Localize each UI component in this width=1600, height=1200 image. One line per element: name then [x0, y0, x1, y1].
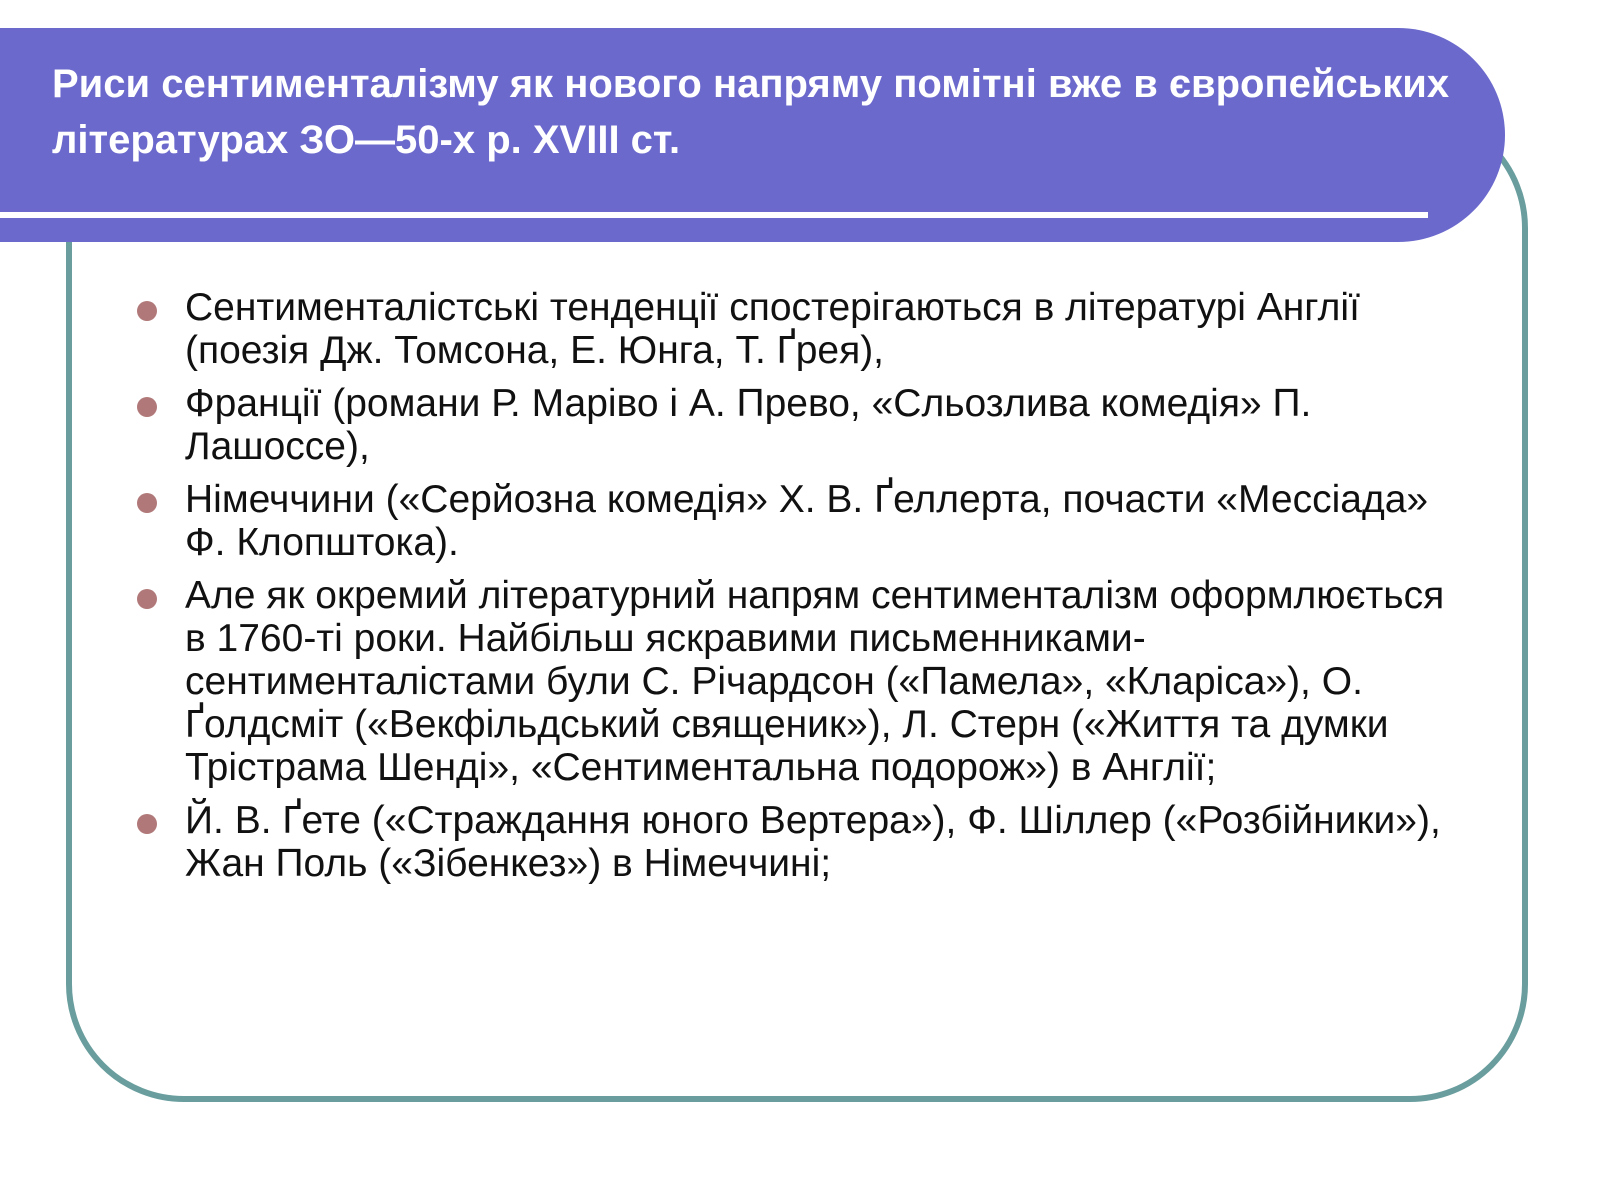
bullet-text: Й. В. Ґете («Страждання юного Вертера»), Ф. Шіллер («Розбійники»), Жан Поль («Зібенкез») в Німеччині;: [185, 799, 1441, 885]
bullet-dot-icon: [137, 397, 157, 417]
bullet-text: Німеччини («Серйозна комедія» X. В. Ґеллерта, почасти «Мессіада» Ф. Клопштока).: [185, 478, 1429, 564]
bullet-dot-icon: [137, 301, 157, 321]
bullet-item-2: [185, 382, 1445, 468]
bullet-list: [185, 286, 1445, 895]
bullet-text: Сентименталістські тенденції спостерігаються в літературі Англії (поезія Дж. Томсона, Е. Юнга, Т. Ґрея),: [185, 286, 1360, 372]
title-underline: [0, 212, 1428, 218]
bullet-dot-icon: [137, 493, 157, 513]
bullet-item-4: [185, 574, 1445, 789]
bullet-item-3: [185, 478, 1445, 564]
bullet-item-1: [185, 286, 1445, 372]
bullet-dot-icon: [137, 814, 157, 834]
slide-title: Риси сентименталізму як нового напряму помітні вже в європейських літературах ЗО—50-х р. XVIII ст.: [52, 62, 1450, 162]
bullet-text: Але як окремий літературний напрям сентименталізм оформлюється в 1760-ті роки. Найбільш яскравими письменниками-сентименталістами були С. Річардсон («Памела», «Кларіса»), О. Ґолдсміт («Векфільдський священик»), Л. Стерн («Життя та думки Трістрама Шенді», «Сентиментальна подорож») в Англії;: [185, 574, 1445, 789]
bullet-text: Франції (романи Р. Маріво і А. Прево, «Сльозлива комедія» П. Лашоссе),: [185, 382, 1312, 468]
bullet-item-5: [185, 799, 1445, 885]
bullet-dot-icon: [137, 589, 157, 609]
